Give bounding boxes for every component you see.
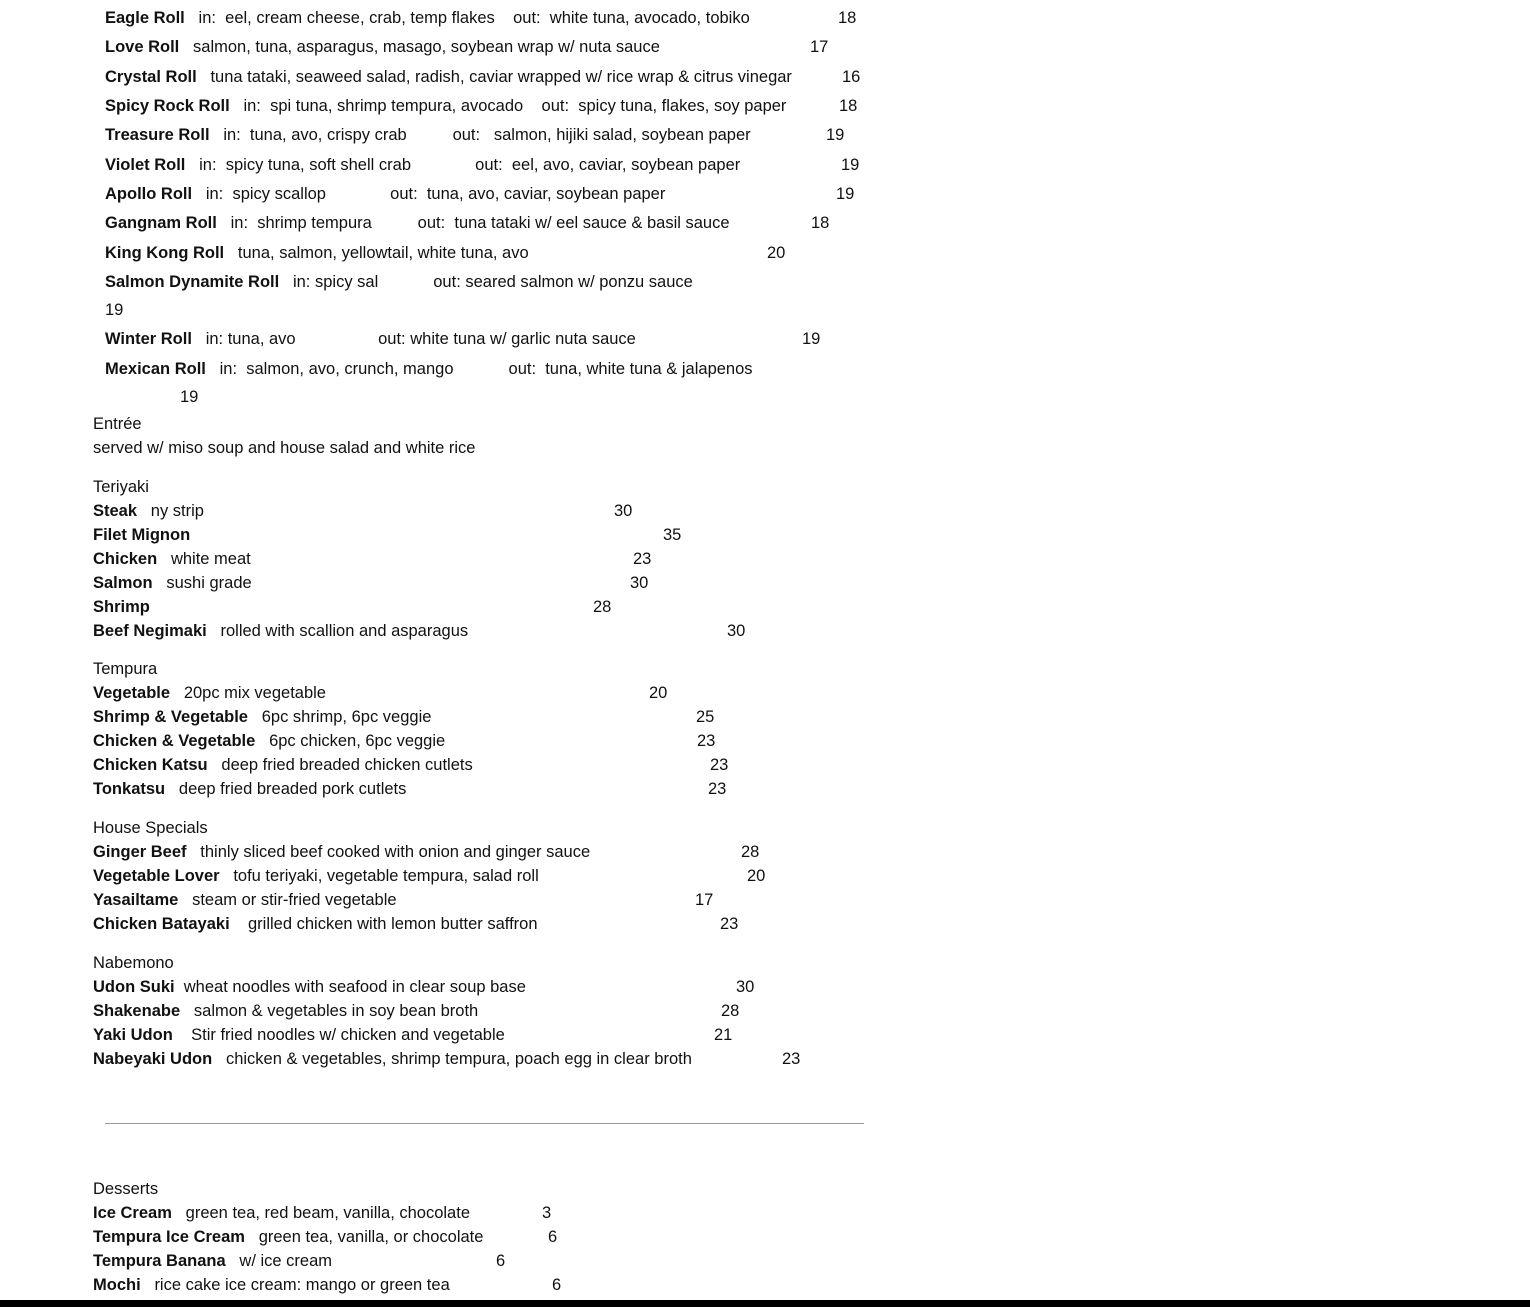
item-description: steam or stir-fried vegetable: [192, 891, 397, 909]
menu-item-gangnam-roll: [105, 213, 730, 233]
section-title-nabemono: Nabemono: [93, 954, 174, 972]
item-description: tuna, salmon, yellowtail, white tuna, avo: [237, 244, 529, 262]
item-description: in: eel, cream cheese, crab, temp flakes out: white tuna, avocado, tobiko: [198, 9, 750, 27]
item-description: deep fried breaded chicken cutlets: [221, 756, 473, 774]
item-price: 20: [649, 684, 668, 702]
menu-item-tempura-ice-cream: [93, 1227, 483, 1247]
item-price: 19: [826, 126, 845, 144]
item-price: 23: [720, 915, 739, 933]
menu-item-shrimp: [93, 597, 150, 617]
item-name: Chicken & Vegetable: [93, 732, 256, 750]
item-description: in: tuna, avo, crispy crab out: salmon, hijiki salad, soybean paper: [223, 126, 751, 144]
item-name: Spicy Rock Roll: [105, 97, 230, 115]
menu-item-shrimp-vegetable: [93, 707, 431, 727]
item-name: Love Roll: [105, 38, 180, 56]
menu-item-chicken-batayaki: [93, 914, 538, 934]
item-price: 23: [708, 780, 727, 798]
item-name: Shakenabe: [93, 1002, 181, 1020]
item-description: tofu teriyaki, vegetable tempura, salad roll: [233, 867, 539, 885]
entree-note: served w/ miso soup and house salad and white rice: [93, 439, 476, 457]
menu-item-salmon: [93, 573, 252, 593]
menu-item-tempura-banana: [93, 1251, 332, 1271]
menu-item-love-roll: [105, 37, 660, 57]
item-name: Steak: [93, 502, 138, 520]
item-name: Salmon Dynamite Roll: [105, 273, 280, 291]
item-name: Ice Cream: [93, 1204, 172, 1222]
item-price: 6: [548, 1228, 558, 1246]
menu-item-winter-roll: [105, 329, 636, 349]
item-price: 23: [697, 732, 716, 750]
item-name: Mochi: [93, 1276, 141, 1294]
menu-item-yasailtame: [93, 890, 397, 910]
item-price: 23: [710, 756, 729, 774]
menu-item-king-kong-roll: [105, 243, 529, 263]
item-name: Eagle Roll: [105, 9, 185, 27]
item-price: 6: [552, 1276, 562, 1294]
item-price: 19: [802, 330, 821, 348]
item-price: 21: [714, 1026, 733, 1044]
item-description: ny strip: [150, 502, 204, 520]
menu-item-vegetable-lover: [93, 866, 539, 886]
item-description: rice cake ice cream: mango or green tea: [154, 1276, 450, 1294]
item-name: Nabeyaki Udon: [93, 1050, 213, 1068]
item-description: grilled chicken with lemon butter saffron: [243, 915, 538, 933]
item-price: 17: [810, 38, 829, 56]
item-price: 19: [180, 388, 199, 406]
item-description: in: spicy sal out: seared salmon w/ ponzu sauce: [292, 273, 693, 291]
section-divider: [105, 1123, 864, 1124]
item-price: 17: [695, 891, 714, 909]
item-price: 20: [747, 867, 766, 885]
menu-item-udon-suki: [93, 977, 526, 997]
item-description: in: spicy tuna, soft shell crab out: eel, avo, caviar, soybean paper: [199, 156, 741, 174]
item-name: Vegetable Lover: [93, 867, 220, 885]
menu-item-ice-cream: [93, 1203, 470, 1223]
item-price: 18: [838, 9, 857, 27]
item-name: Ginger Beef: [93, 843, 187, 861]
item-name: Chicken Batayaki: [93, 915, 230, 933]
item-name: Salmon: [93, 574, 153, 592]
item-price: 35: [663, 526, 682, 544]
item-price: 28: [721, 1002, 740, 1020]
item-description: in: salmon, avo, crunch, mango out: tuna, white tuna & jalapenos: [219, 360, 753, 378]
item-name: Tonkatsu: [93, 780, 166, 798]
item-description: white meat: [170, 550, 251, 568]
menu-item-spicy-rock-roll: [105, 96, 786, 116]
item-description: in: spicy scallop out: tuna, avo, caviar, soybean paper: [205, 185, 666, 203]
item-price: 18: [839, 97, 858, 115]
item-price: 19: [105, 301, 124, 319]
item-price: 28: [741, 843, 760, 861]
menu-item-violet-roll: [105, 155, 740, 175]
item-price: 30: [630, 574, 649, 592]
section-title-desserts: Desserts: [93, 1180, 159, 1198]
menu-item-chicken-vegetable: [93, 731, 445, 751]
item-description: green tea, red beam, vanilla, chocolate: [185, 1204, 470, 1222]
item-name: Winter Roll: [105, 330, 192, 348]
item-description: w/ ice cream: [239, 1252, 333, 1270]
menu-item-salmon-dynamite-roll: [105, 272, 693, 292]
item-price: 19: [841, 156, 860, 174]
item-name: Filet Mignon: [93, 526, 191, 544]
section-title-entree: Entrée: [93, 415, 142, 433]
item-description: in: shrimp tempura out: tuna tataki w/ eel sauce & basil sauce: [230, 214, 730, 232]
item-description: chicken & vegetables, shrimp tempura, poach egg in clear broth: [225, 1050, 692, 1068]
menu-item-chicken: [93, 549, 251, 569]
item-description: wheat noodles with seafood in clear soup base: [183, 978, 526, 996]
item-name: Vegetable: [93, 684, 171, 702]
menu-item-mochi: [93, 1275, 450, 1295]
section-title-teriyaki: Teriyaki: [93, 478, 149, 496]
item-price: 23: [633, 550, 652, 568]
item-price: 28: [593, 598, 612, 616]
item-name: Beef Negimaki: [93, 622, 207, 640]
menu-item-apollo-roll: [105, 184, 665, 204]
item-name: Chicken: [93, 550, 158, 568]
section-title-house-specials: House Specials: [93, 819, 208, 837]
item-price: 30: [727, 622, 746, 640]
menu-item-vegetable: [93, 683, 326, 703]
menu-item-treasure-roll: [105, 125, 751, 145]
item-description: rolled with scallion and asparagus: [220, 622, 469, 640]
item-name: Shrimp: [93, 598, 150, 616]
item-name: Yasailtame: [93, 891, 179, 909]
item-price: 25: [696, 708, 715, 726]
item-description: tuna tataki, seaweed salad, radish, caviar wrapped w/ rice wrap & citrus vinegar: [210, 68, 792, 86]
item-price: 3: [542, 1204, 552, 1222]
item-description: 6pc shrimp, 6pc veggie: [261, 708, 432, 726]
item-description: deep fried breaded pork cutlets: [178, 780, 407, 798]
item-name: Shrimp & Vegetable: [93, 708, 248, 726]
item-description: in: tuna, avo out: white tuna w/ garlic nuta sauce: [205, 330, 636, 348]
item-description: green tea, vanilla, or chocolate: [258, 1228, 484, 1246]
menu-item-filet-mignon: [93, 525, 190, 545]
item-price: 23: [782, 1050, 801, 1068]
menu-item-chicken-katsu: [93, 755, 473, 775]
item-name: Gangnam Roll: [105, 214, 217, 232]
item-name: Udon Suki: [93, 978, 175, 996]
item-price: 6: [496, 1252, 506, 1270]
menu-item-eagle-roll: [105, 8, 750, 28]
bottom-edge-bar: [0, 1300, 1530, 1307]
item-name: Treasure Roll: [105, 126, 210, 144]
item-price: 16: [842, 68, 861, 86]
item-price: 19: [836, 185, 855, 203]
item-name: Yaki Udon: [93, 1026, 173, 1044]
menu-item-mexican-roll: [105, 359, 753, 379]
item-price: 20: [767, 244, 786, 262]
menu-item-tonkatsu: [93, 779, 406, 799]
item-description: thinly sliced beef cooked with onion and ginger sauce: [200, 843, 591, 861]
section-title-tempura: Tempura: [93, 660, 158, 678]
menu-item-crystal-roll: [105, 67, 792, 87]
item-name: Mexican Roll: [105, 360, 206, 378]
item-price: 30: [614, 502, 633, 520]
menu-item-beef-negimaki: [93, 621, 468, 641]
menu-item-shakenabe: [93, 1001, 478, 1021]
item-description: sushi grade: [166, 574, 252, 592]
menu-item-yaki-udon: [93, 1025, 505, 1045]
item-name: Chicken Katsu: [93, 756, 208, 774]
item-price: 18: [811, 214, 830, 232]
menu-item-nabeyaki-udon: [93, 1049, 692, 1069]
item-name: King Kong Roll: [105, 244, 225, 262]
item-description: 20pc mix vegetable: [183, 684, 326, 702]
item-name: Violet Roll: [105, 156, 186, 174]
item-description: 6pc chicken, 6pc veggie: [269, 732, 446, 750]
menu-item-ginger-beef: [93, 842, 590, 862]
item-name: Tempura Ice Cream: [93, 1228, 245, 1246]
menu-item-steak: [93, 501, 204, 521]
item-name: Apollo Roll: [105, 185, 193, 203]
item-description: Stir fried noodles w/ chicken and vegetable: [186, 1026, 505, 1044]
item-description: in: spi tuna, shrimp tempura, avocado out: spicy tuna, flakes, soy paper: [243, 97, 787, 115]
item-description: salmon, tuna, asparagus, masago, soybean wrap w/ nuta sauce: [193, 38, 660, 56]
item-description: salmon & vegetables in soy bean broth: [193, 1002, 479, 1020]
item-price: 30: [736, 978, 755, 996]
item-name: Crystal Roll: [105, 68, 197, 86]
item-name: Tempura Banana: [93, 1252, 226, 1270]
